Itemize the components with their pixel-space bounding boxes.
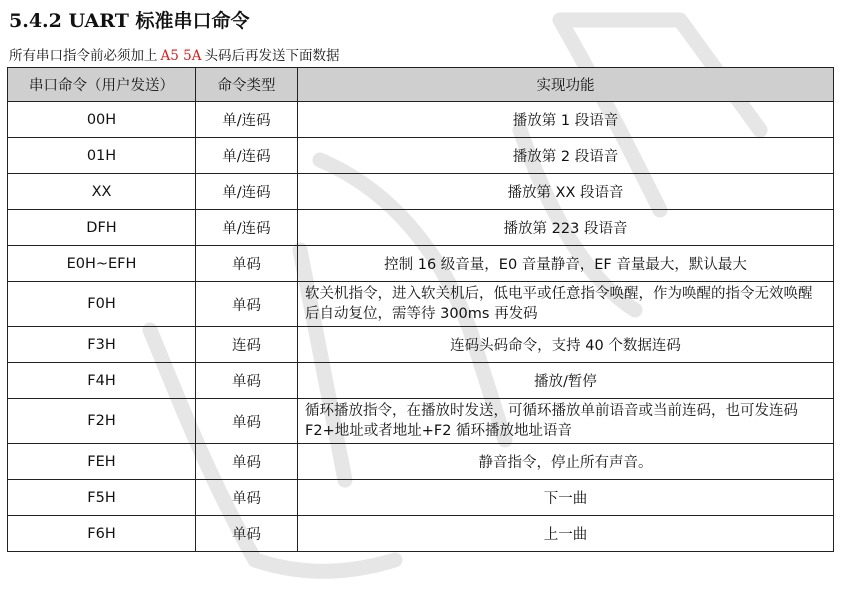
header-code: A5 5A	[160, 48, 202, 64]
type-cell: 连码	[196, 327, 298, 363]
table-header-row	[8, 68, 834, 102]
column-header-function: 实现功能	[298, 68, 834, 102]
command-cell: F2H	[8, 399, 196, 444]
intro-text-before: 所有串口指令前必须加上	[9, 48, 158, 64]
function-cell: 播放第 223 段语音	[298, 210, 834, 246]
command-cell: 01H	[8, 138, 196, 174]
command-cell: DFH	[8, 210, 196, 246]
command-table	[7, 67, 834, 552]
function-cell: 下一曲	[298, 480, 834, 516]
table-row	[8, 516, 834, 552]
command-cell: F5H	[8, 480, 196, 516]
table-row	[8, 363, 834, 399]
function-cell: 播放第 2 段语音	[298, 138, 834, 174]
type-cell: 单/连码	[196, 210, 298, 246]
command-cell: 00H	[8, 102, 196, 138]
type-cell: 单码	[196, 246, 298, 282]
column-header-type: 命令类型	[196, 68, 298, 102]
command-cell: XX	[8, 174, 196, 210]
table-row	[8, 399, 834, 444]
table-row	[8, 444, 834, 480]
command-cell: F6H	[8, 516, 196, 552]
table-row	[8, 102, 834, 138]
command-cell: E0H~EFH	[8, 246, 196, 282]
table-row	[8, 138, 834, 174]
type-cell: 单码	[196, 516, 298, 552]
function-cell: 播放第 1 段语音	[298, 102, 834, 138]
type-cell: 单码	[196, 363, 298, 399]
type-cell: 单码	[196, 444, 298, 480]
function-cell: 循环播放指令，在播放时发送，可循环播放单前语音或当前连码，也可发连码 F2+地址或者地址+F2 循环播放地址语音	[298, 399, 834, 444]
type-cell: 单/连码	[196, 138, 298, 174]
command-cell: F3H	[8, 327, 196, 363]
function-cell: 连码头码命令，支持 40 个数据连码	[298, 327, 834, 363]
type-cell: 单码	[196, 399, 298, 444]
function-cell: 上一曲	[298, 516, 834, 552]
intro-text-after: 头码后再发送下面数据	[204, 48, 340, 64]
intro-text	[9, 44, 339, 64]
type-cell: 单码	[196, 480, 298, 516]
table-row	[8, 327, 834, 363]
type-cell: 单/连码	[196, 102, 298, 138]
command-cell: FEH	[8, 444, 196, 480]
command-cell: F4H	[8, 363, 196, 399]
table-row	[8, 282, 834, 327]
table-row	[8, 174, 834, 210]
table-row	[8, 246, 834, 282]
column-header-command: 串口命令（用户发送）	[8, 68, 196, 102]
function-cell: 软关机指令，进入软关机后，低电平或任意指令唤醒，作为唤醒的指令无效唤醒后自动复位，需等待 300ms 再发码	[298, 282, 834, 327]
function-cell: 控制 16 级音量，E0 音量静音，EF 音量最大，默认最大	[298, 246, 834, 282]
table-row	[8, 210, 834, 246]
function-cell: 播放第 XX 段语音	[298, 174, 834, 210]
type-cell: 单码	[196, 282, 298, 327]
command-cell: F0H	[8, 282, 196, 327]
function-cell: 播放/暂停	[298, 363, 834, 399]
section-title: 5.4.2 UART 标准串口命令	[9, 10, 250, 32]
table-row	[8, 480, 834, 516]
function-cell: 静音指令，停止所有声音。	[298, 444, 834, 480]
type-cell: 单/连码	[196, 174, 298, 210]
